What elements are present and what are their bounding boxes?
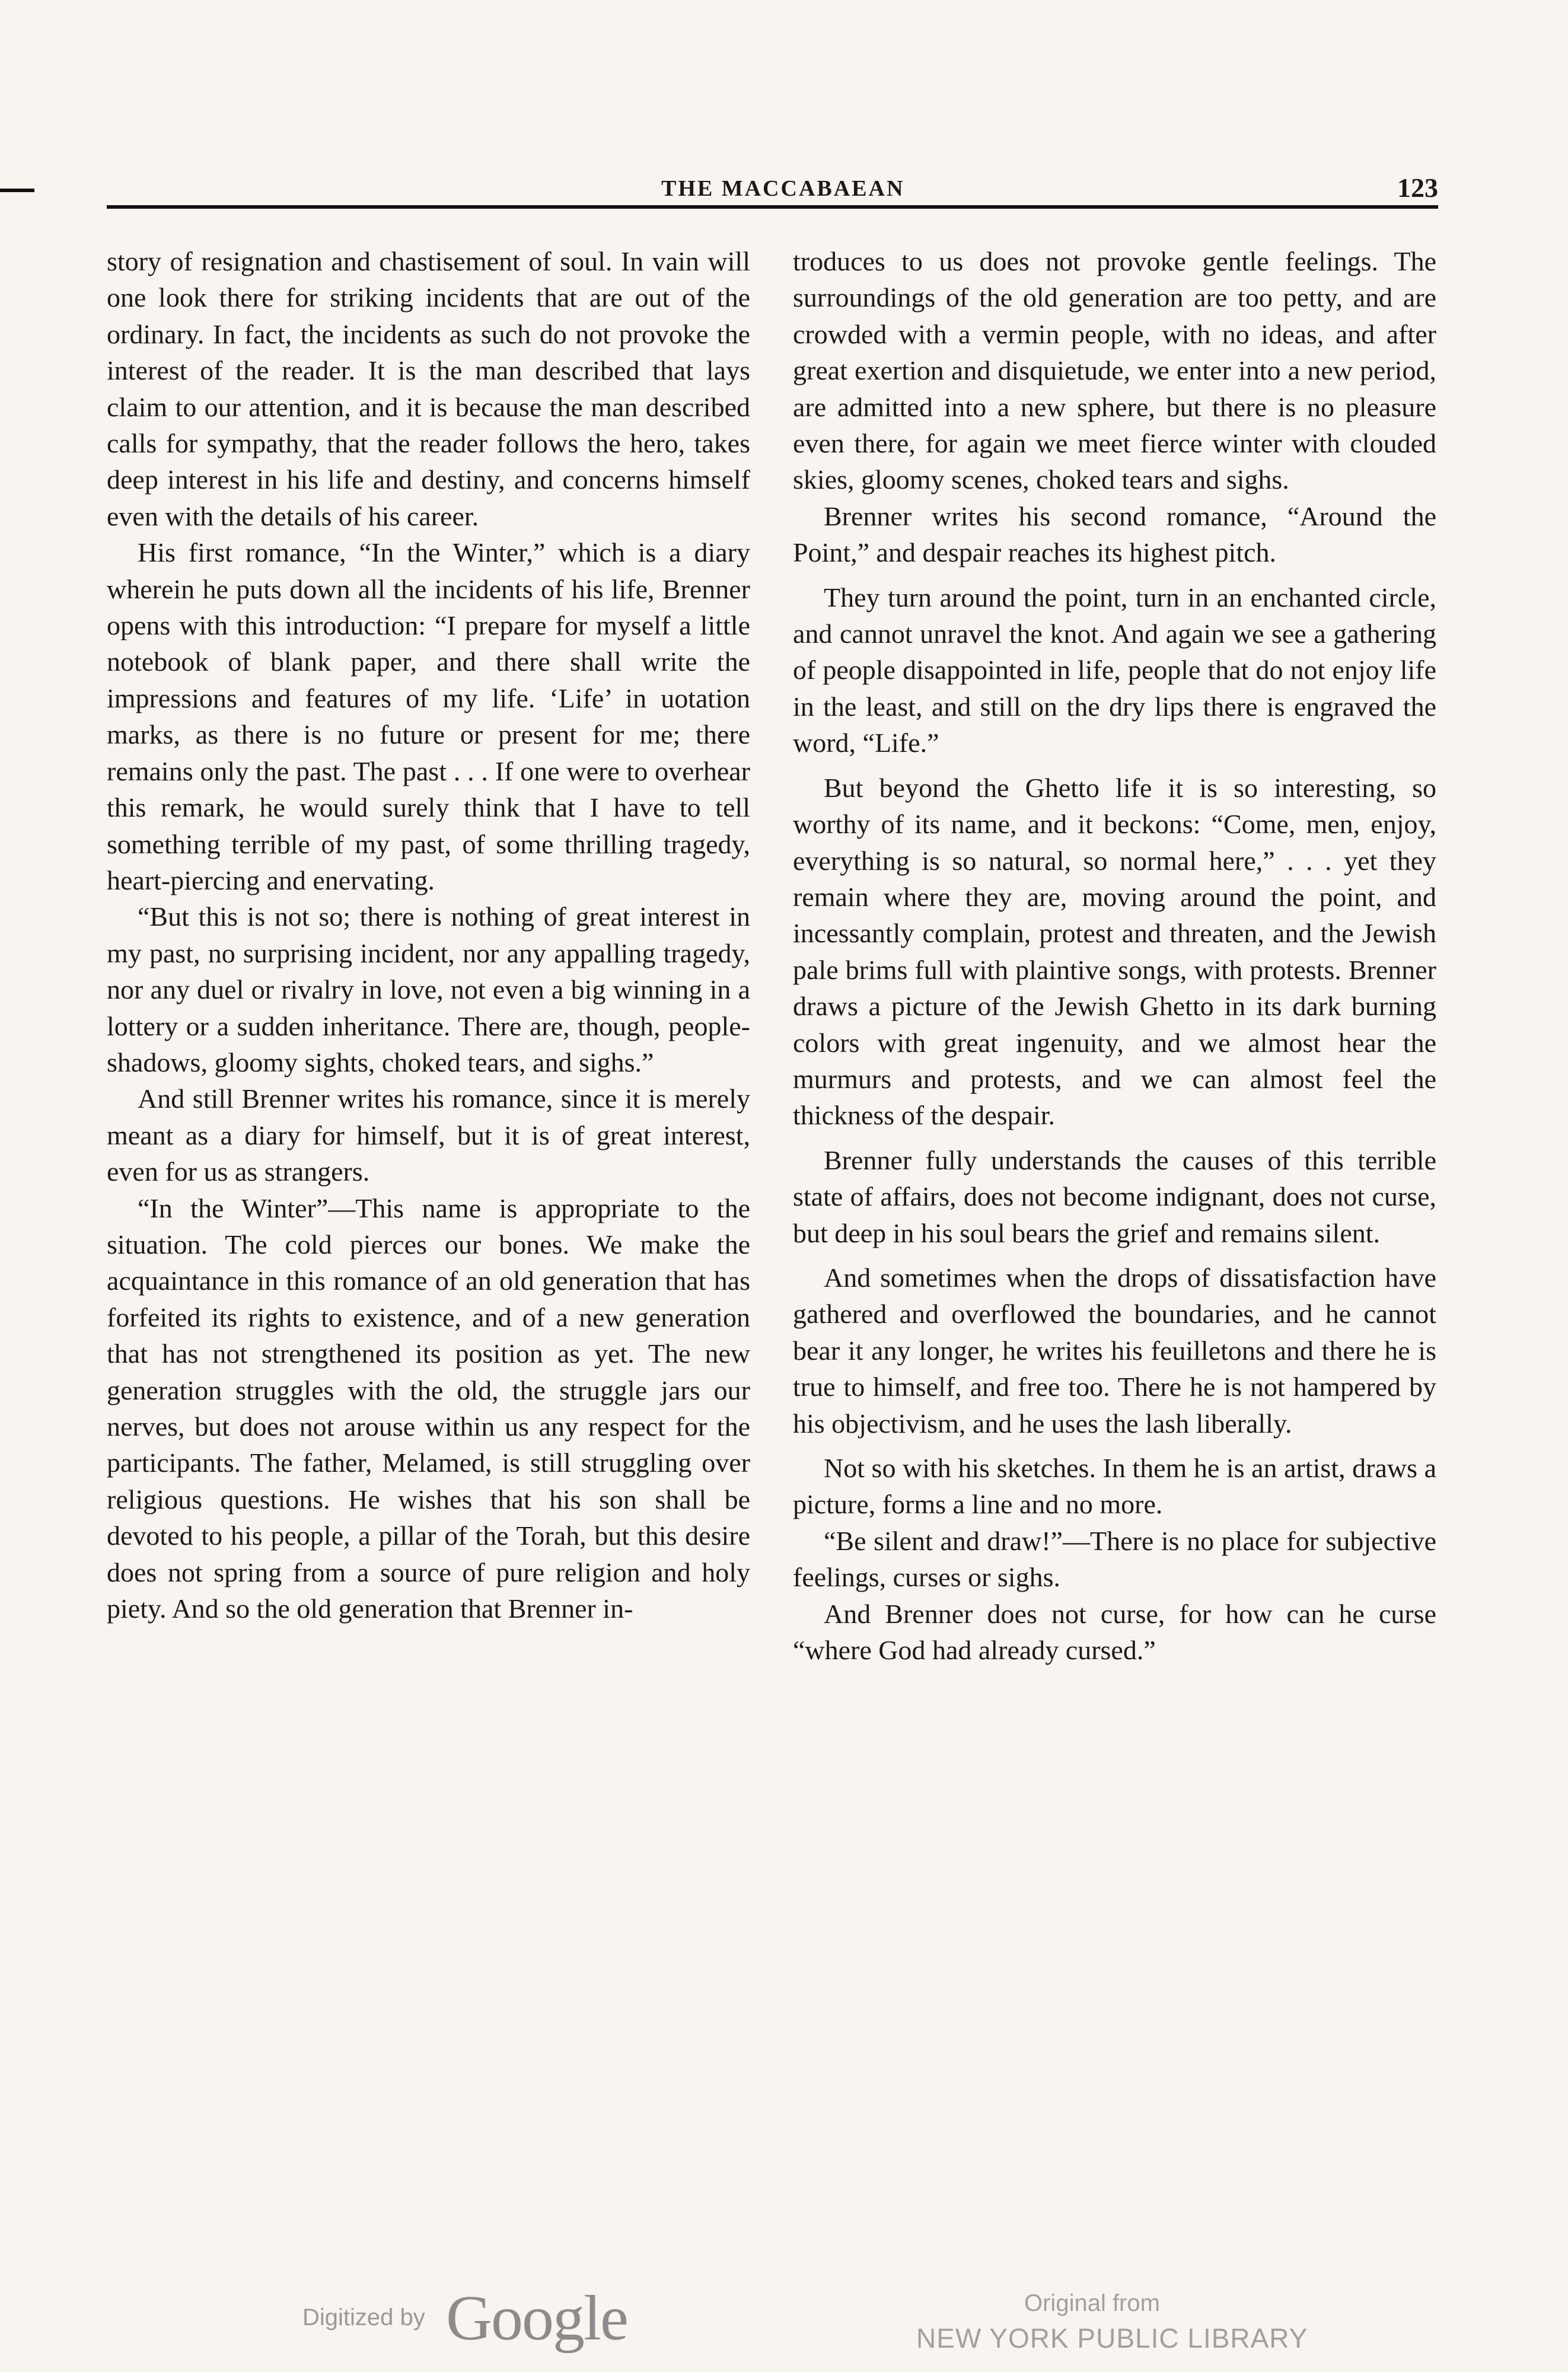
paragraph: But beyond the Ghetto life it is so interesting, so worthy of its name, and it beckons: “Come, men, enjoy, everything is so natural, so normal here,” . . . yet they remain where they are, moving around the point, and incessantly complain, protest and threaten, and the Jewish pale brims full with plaintive songs, with protests. Brenner draws a picture of the Jewish Ghetto in its dark burning colors with great ingenuity, and we almost hear the murmurs and protests, and we can almost feel the thickness of the despair. <box>793 772 1436 1131</box>
paragraph: “In the Winter”—This name is appropriate to the situation. The cold pierces our bones. We make the acquaintance in this romance of an old generation that has forfeited its rights to existence, and of a new generation that has not strengthened its position as yet. The new generation struggles with the old, the struggle jars our nerves, but does not arouse within us any respect for the participants. The father, Melamed, is still struggling over religious questions. He wishes that his son shall be devoted to his people, a pillar of the Torah, but this desire does not spring from a source of pure religion and holy piety. And so the old generation that Brenner in- <box>107 1193 750 1624</box>
running-head <box>104 172 1438 208</box>
header-rule <box>107 205 1438 209</box>
paragraph: And still Brenner writes his romance, since it is merely meant as a diary for himself, but it is of great interest, even for us as strangers. <box>107 1083 750 1187</box>
digitization-footer <box>0 2271 1568 2372</box>
paragraph: They turn around the point, turn in an enchanted circle, and cannot unravel the knot. And again we see a gathering of people disappointed in life, people that do not enjoy life in the least, and still on the dry lips there is engraved the word, “Life.” <box>793 582 1436 758</box>
margin-mark <box>0 189 34 192</box>
paragraph: Brenner writes his second romance, “Around the Point,” and despair reaches its highest pitch. <box>793 500 1436 568</box>
paragraph: And Brenner does not curse, for how can he curse “where God had already cursed.” <box>793 1598 1436 1666</box>
original-from-label: Original from <box>1024 2290 1160 2316</box>
paragraph: Brenner fully understands the causes of this terrible state of affairs, does not become indignant, does not curse, but deep in his soul bears the grief and remains silent. <box>793 1144 1436 1248</box>
running-title: THE MACCABAEAN <box>661 176 905 201</box>
paragraph: Not so with his sketches. In them he is an artist, draws a picture, forms a line and no more. <box>793 1453 1436 1520</box>
paragraph: “But this is not so; there is nothing of great interest in my past, no surprising incident, nor any appalling tragedy, nor any duel or rivalry in love, not even a big winning in a lottery or a sudden inheritance. There are, though, people-shadows, gloomy sights, choked tears, and sighs.” <box>107 901 750 1077</box>
digitized-by-label: Digitized by <box>302 2304 425 2330</box>
right-column <box>793 243 1436 1668</box>
paragraph: His first romance, “In the Winter,” which is a diary wherein he puts down all the incidents of his life, Brenner opens with this introduction: “I prepare for myself a little notebook of blank paper, and there shall write the impressions and features of my life. ‘Life’ in uotation marks, as there is no future or present for me; there remains only the past. The past . . . If one were to overhear this remark, he would surely think that I have to tell something terrible of my past, of some thrilling tragedy, heart-piercing and enervating. <box>107 537 750 895</box>
paragraph: And sometimes when the drops of dissatisfaction have gathered and overflowed the boundaries, and he cannot bear it any longer, he writes his feuilletons and there he is true to himself, and free too. There he is not hampered by his objectivism, and he uses the lash liberally. <box>793 1262 1436 1439</box>
paragraph: story of resignation and chastisement of soul. In vain will one look there for striking incidents that are out of the ordinary. In fact, the incidents as such do not provoke the interest of the reader. It is the man described that lays claim to our attention, and it is because the man described calls for sympathy, that the reader follows the hero, takes deep interest in his life and destiny, and concerns himself even with the details of his career. <box>107 246 750 531</box>
paragraph: “Be silent and draw!”—There is no place for subjective feelings, curses or sighs. <box>793 1525 1436 1593</box>
paragraph: troduces to us does not provoke gentle feelings. The surroundings of the old generation are too petty, and are crowded with a vermin people, with no ideas, and after great exertion and disquietude, we enter into a new period, are admitted into a new sphere, but there is no pleasure even there, for again we meet fierce winter with clouded skies, gloomy scenes, choked tears and sighs. <box>793 246 1436 495</box>
left-column <box>107 243 750 1627</box>
google-logo: Google <box>446 2283 627 2354</box>
library-name: NEW YORK PUBLIC LIBRARY <box>916 2323 1308 2354</box>
page-number: 123 <box>1397 173 1438 203</box>
